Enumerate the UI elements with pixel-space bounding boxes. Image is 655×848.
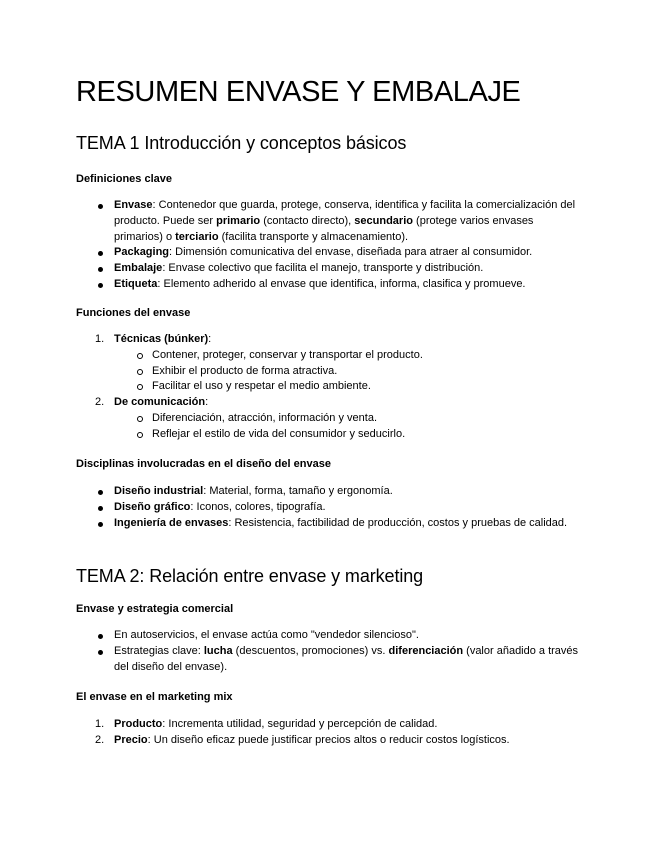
funciones-heading: Funciones del envase (76, 307, 191, 319)
definiciones-list (76, 198, 581, 293)
list-item: Estrategias clave: lucha (descuentos, promociones) vs. diferenciación (valor añadido a través del diseño del envase). (76, 644, 581, 676)
sub-list-item: Contener, proteger, conservar y transportar el producto. (114, 348, 581, 364)
disciplinas-heading: Disciplinas involucradas en el diseño del envase (76, 458, 331, 470)
sub-list (114, 411, 581, 443)
sub-list-item: Facilitar el uso y respetar el medio ambiente. (114, 379, 581, 395)
list-item: 2. De comunicación: Diferenciación, atracción, información y venta. Reflejar el estilo de vida del consumidor y seducirlo. (76, 395, 581, 442)
list-item: Envase: Contenedor que guarda, protege, conserva, identifica y facilita la comercialización del producto. Puede ser primario (contacto directo), secundario (protege varios envases primarios) o terciario (facilita transporte y almacenamiento). (76, 198, 581, 245)
sub-list-item: Reflejar el estilo de vida del consumidor y seducirlo. (114, 427, 581, 443)
list-item: En autoservicios, el envase actúa como "vendedor silencioso". (76, 628, 581, 644)
tema2-heading: TEMA 2: Relación entre envase y marketing (76, 566, 424, 586)
list-item: 1. Producto: Incrementa utilidad, seguridad y percepción de calidad. (95, 718, 438, 730)
sub-list (114, 348, 581, 395)
estrategia-heading: Envase y estrategia comercial (76, 603, 234, 615)
list-item: Diseño industrial: Material, forma, tamaño y ergonomía. (76, 484, 581, 500)
document-title: RESUMEN ENVASE Y EMBALAJE (76, 76, 521, 108)
funciones-list (76, 332, 581, 442)
sub-list-item: Diferenciación, atracción, información y venta. (114, 411, 581, 427)
list-item: Packaging: Dimensión comunicativa del envase, diseñada para atraer al consumidor. (76, 245, 581, 261)
sub-list-item: Exhibir el producto de forma atractiva. (114, 364, 581, 380)
tema1-heading: TEMA 1 Introducción y conceptos básicos (76, 133, 407, 153)
definiciones-heading: Definiciones clave (76, 173, 172, 185)
list-item: 1. Técnicas (búnker): Contener, proteger, conservar y transportar el producto. Exhibir el producto de forma atractiva. Facilitar el uso y respetar el medio ambiente. (76, 332, 581, 395)
estrategia-list (76, 628, 581, 675)
disciplinas-list (76, 484, 581, 531)
list-item: 2. Precio: Un diseño eficaz puede justificar precios altos o reducir costos logísticos. (95, 733, 510, 746)
list-item: Ingeniería de envases: Resistencia, factibilidad de producción, costos y pruebas de calidad. (76, 516, 581, 532)
list-item: Diseño gráfico: Iconos, colores, tipografía. (76, 500, 581, 516)
marketing-mix-heading: El envase en el marketing mix (76, 691, 233, 703)
marketing-mix-list (76, 717, 581, 749)
list-item: Embalaje: Envase colectivo que facilita el manejo, transporte y distribución. (76, 261, 581, 277)
list-item: Etiqueta: Elemento adherido al envase que identifica, informa, clasifica y promueve. (76, 277, 581, 293)
